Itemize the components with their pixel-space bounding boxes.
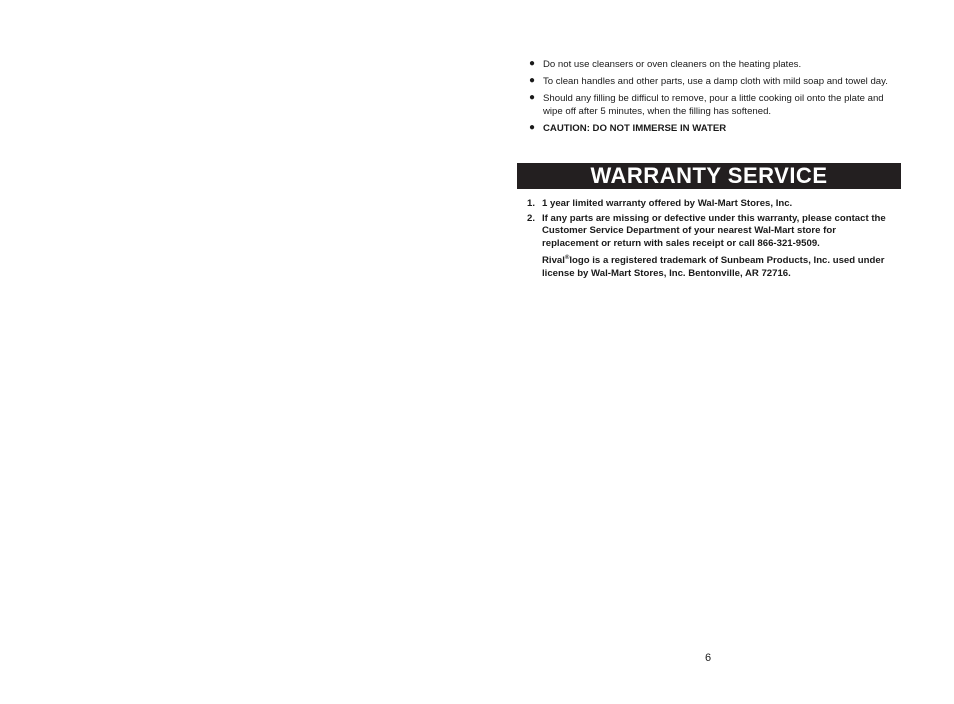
bullet-icon: ●: [529, 92, 536, 103]
warranty-item: 1. 1 year limited warranty offered by Wal-Mart Stores, Inc.: [527, 198, 793, 209]
warranty-item: 2. If any parts are missing or defective under this warranty, please contact the Customer Service Department of your nearest Wal-Mart store for replacement or return with sales receipt or call 866-321-9509.: [527, 212, 886, 249]
caution-item: ● CAUTION: DO NOT IMMERSE IN WATER: [529, 122, 727, 134]
care-item: ● Should any filling be difficul to remove, pour a little cooking oil onto the plate and wipe off after 5 minutes, when the filling has softened.: [529, 92, 884, 117]
warranty-service-heading: WARRANTY SERVICE: [517, 163, 901, 189]
care-instructions-list: [529, 58, 891, 139]
page-number: 6: [704, 652, 712, 664]
bullet-icon: ●: [529, 75, 536, 86]
trademark-notice: Rival®logo is a registered trademark of Sunbeam Products, Inc. used under license by Wal-Mart Stores, Inc. Bentonville, AR 72716.: [542, 255, 885, 279]
care-item: ● To clean handles and other parts, use a damp cloth with mild soap and towel day.: [529, 75, 888, 87]
bullet-icon: ●: [529, 122, 536, 133]
care-item: ● Do not use cleansers or oven cleaners on the heating plates.: [529, 58, 802, 70]
warranty-list: [527, 198, 891, 252]
bullet-icon: ●: [529, 58, 536, 69]
